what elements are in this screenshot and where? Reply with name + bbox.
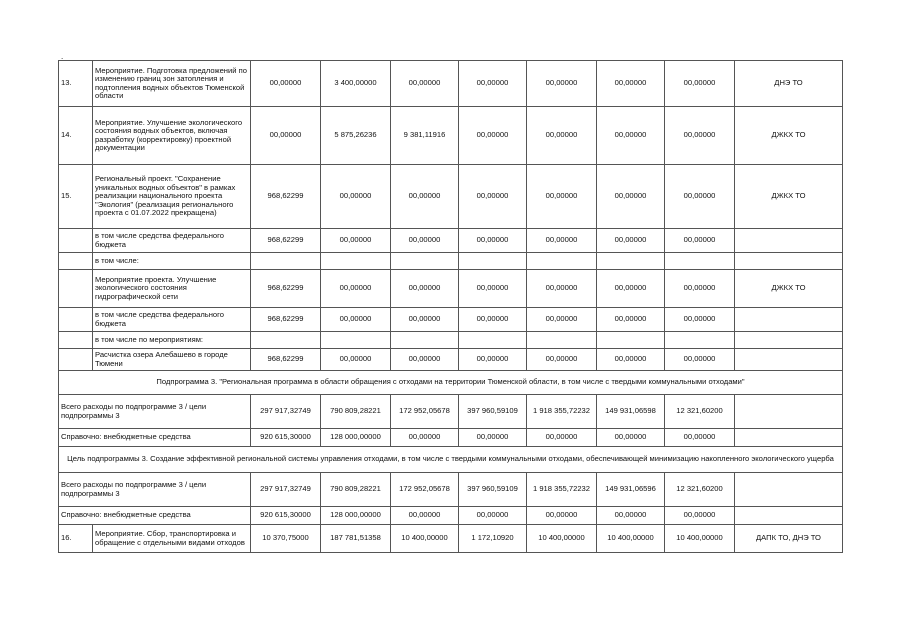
value-cell: 00,00000 bbox=[597, 308, 665, 332]
row-name: Мероприятие. Сбор, транспортировка и обращение с отдельными видами отходов bbox=[93, 525, 251, 553]
value-cell: 149 931,06596 bbox=[597, 473, 665, 507]
value-cell: 00,00000 bbox=[321, 270, 391, 308]
executor-cell bbox=[735, 429, 843, 447]
value-cell: 00,00000 bbox=[391, 308, 459, 332]
row-name: Региональный проект. "Сохранение уникальных водных объектов" в рамках реализации национального проекта "Экология" (реализация регионального проекта с 01.07.2022 прекращена) bbox=[93, 165, 251, 229]
executor-cell bbox=[735, 395, 843, 429]
value-cell: 3 400,00000 bbox=[321, 61, 391, 107]
executor-cell bbox=[735, 473, 843, 507]
executor-cell bbox=[735, 253, 843, 270]
value-cell: 920 615,30000 bbox=[251, 429, 321, 447]
value-cell: 00,00000 bbox=[527, 308, 597, 332]
value-cell: 00,00000 bbox=[459, 507, 527, 525]
value-cell bbox=[597, 253, 665, 270]
value-cell: 00,00000 bbox=[597, 107, 665, 165]
summary-row bbox=[59, 429, 843, 447]
value-cell: 920 615,30000 bbox=[251, 507, 321, 525]
row-name: Мероприятие. Подготовка предложений по изменению границ зон затопления и подтопления водных объектов Тюменской области bbox=[93, 61, 251, 107]
subprogram-header: Подпрограмма 3. "Региональная программа в области обращения с отходами на территории Тюменской области, в том числе с твердыми коммунальными отходами" bbox=[59, 371, 843, 395]
row-number: 16. bbox=[59, 525, 93, 553]
value-cell: 00,00000 bbox=[391, 165, 459, 229]
row-number bbox=[59, 253, 93, 270]
value-cell bbox=[665, 332, 735, 349]
executor-cell: ДЖКХ ТО bbox=[735, 107, 843, 165]
value-cell: 397 960,59109 bbox=[459, 395, 527, 429]
value-cell: 00,00000 bbox=[459, 308, 527, 332]
row-number bbox=[59, 349, 93, 371]
value-cell: 00,00000 bbox=[321, 349, 391, 371]
value-cell: 00,00000 bbox=[527, 165, 597, 229]
value-cell: 12 321,60200 bbox=[665, 395, 735, 429]
page-mark: . bbox=[61, 52, 64, 61]
value-cell: 00,00000 bbox=[527, 107, 597, 165]
row-name: в том числе средства федерального бюджета bbox=[93, 229, 251, 253]
value-cell bbox=[665, 253, 735, 270]
value-cell: 10 400,00000 bbox=[391, 525, 459, 553]
value-cell: 00,00000 bbox=[391, 229, 459, 253]
value-cell: 00,00000 bbox=[459, 165, 527, 229]
value-cell: 00,00000 bbox=[391, 429, 459, 447]
row-number: 14. bbox=[59, 107, 93, 165]
table-row bbox=[59, 525, 843, 553]
executor-cell bbox=[735, 332, 843, 349]
value-cell: 00,00000 bbox=[321, 308, 391, 332]
value-cell: 968,62299 bbox=[251, 229, 321, 253]
value-cell: 00,00000 bbox=[527, 349, 597, 371]
value-cell: 128 000,00000 bbox=[321, 429, 391, 447]
value-cell: 10 400,00000 bbox=[665, 525, 735, 553]
row-name: Мероприятие проекта. Улучшение экологического состояния гидрографической сети bbox=[93, 270, 251, 308]
summary-row bbox=[59, 473, 843, 507]
value-cell: 790 809,28221 bbox=[321, 473, 391, 507]
value-cell: 00,00000 bbox=[251, 107, 321, 165]
value-cell: 00,00000 bbox=[321, 165, 391, 229]
executor-cell: ДЖКХ ТО bbox=[735, 270, 843, 308]
row-number bbox=[59, 332, 93, 349]
value-cell: 00,00000 bbox=[459, 107, 527, 165]
value-cell: 172 952,05678 bbox=[391, 473, 459, 507]
value-cell: 00,00000 bbox=[665, 349, 735, 371]
table-row bbox=[59, 308, 843, 332]
value-cell: 128 000,00000 bbox=[321, 507, 391, 525]
value-cell: 12 321,60200 bbox=[665, 473, 735, 507]
executor-cell bbox=[735, 229, 843, 253]
value-cell: 00,00000 bbox=[597, 507, 665, 525]
summary-row bbox=[59, 507, 843, 525]
executor-cell: ДЖКХ ТО bbox=[735, 165, 843, 229]
budget-table bbox=[58, 60, 843, 553]
value-cell: 00,00000 bbox=[527, 429, 597, 447]
value-cell: 297 917,32749 bbox=[251, 473, 321, 507]
value-cell: 00,00000 bbox=[459, 61, 527, 107]
value-cell: 00,00000 bbox=[597, 270, 665, 308]
table-row bbox=[59, 229, 843, 253]
row-number: 15. bbox=[59, 165, 93, 229]
value-cell: 00,00000 bbox=[665, 107, 735, 165]
value-cell: 00,00000 bbox=[597, 61, 665, 107]
value-cell bbox=[321, 332, 391, 349]
value-cell: 00,00000 bbox=[459, 229, 527, 253]
value-cell: 968,62299 bbox=[251, 165, 321, 229]
value-cell: 00,00000 bbox=[459, 270, 527, 308]
value-cell: 00,00000 bbox=[391, 61, 459, 107]
subprogram-header: Цель подпрограммы 3. Создание эффективной региональной системы управления отходами, в том числе с твердыми коммунальными отходами, обеспечивающей минимизацию накопленного экологического ущерба bbox=[59, 447, 843, 473]
value-cell: 968,62299 bbox=[251, 349, 321, 371]
value-cell: 00,00000 bbox=[527, 507, 597, 525]
value-cell: 5 875,26236 bbox=[321, 107, 391, 165]
value-cell: 00,00000 bbox=[459, 429, 527, 447]
value-cell: 00,00000 bbox=[459, 349, 527, 371]
table-row bbox=[59, 349, 843, 371]
row-name: в том числе средства федерального бюджета bbox=[93, 308, 251, 332]
summary-label: Всего расходы по подпрограмме 3 / цели подпрограммы 3 bbox=[59, 395, 251, 429]
value-cell bbox=[251, 253, 321, 270]
table-row bbox=[59, 107, 843, 165]
value-cell: 1 172,10920 bbox=[459, 525, 527, 553]
table-row bbox=[59, 332, 843, 349]
subprogram-header-row bbox=[59, 371, 843, 395]
value-cell: 172 952,05678 bbox=[391, 395, 459, 429]
value-cell: 00,00000 bbox=[665, 308, 735, 332]
summary-row bbox=[59, 395, 843, 429]
executor-cell: ДНЭ ТО bbox=[735, 61, 843, 107]
row-number bbox=[59, 308, 93, 332]
value-cell: 00,00000 bbox=[391, 507, 459, 525]
value-cell: 968,62299 bbox=[251, 270, 321, 308]
value-cell bbox=[321, 253, 391, 270]
value-cell: 00,00000 bbox=[321, 229, 391, 253]
value-cell: 9 381,11916 bbox=[391, 107, 459, 165]
row-name: Мероприятие. Улучшение экологического состояния водных объектов, включая разработку (корректировку) проектной документации bbox=[93, 107, 251, 165]
value-cell: 149 931,06598 bbox=[597, 395, 665, 429]
value-cell bbox=[391, 332, 459, 349]
value-cell bbox=[527, 253, 597, 270]
value-cell: 00,00000 bbox=[665, 165, 735, 229]
row-number bbox=[59, 229, 93, 253]
value-cell: 187 781,51358 bbox=[321, 525, 391, 553]
value-cell: 10 400,00000 bbox=[597, 525, 665, 553]
row-name: в том числе по мероприятиям: bbox=[93, 332, 251, 349]
value-cell: 1 918 355,72232 bbox=[527, 473, 597, 507]
value-cell: 790 809,28221 bbox=[321, 395, 391, 429]
summary-label: Справочно: внебюджетные средства bbox=[59, 507, 251, 525]
value-cell: 00,00000 bbox=[597, 429, 665, 447]
value-cell: 00,00000 bbox=[665, 270, 735, 308]
value-cell bbox=[251, 332, 321, 349]
executor-cell bbox=[735, 349, 843, 371]
value-cell bbox=[527, 332, 597, 349]
value-cell: 00,00000 bbox=[391, 270, 459, 308]
row-name: в том числе: bbox=[93, 253, 251, 270]
subprogram-header-row bbox=[59, 447, 843, 473]
value-cell: 1 918 355,72232 bbox=[527, 395, 597, 429]
value-cell: 00,00000 bbox=[665, 229, 735, 253]
value-cell: 00,00000 bbox=[665, 507, 735, 525]
row-number bbox=[59, 270, 93, 308]
value-cell: 968,62299 bbox=[251, 308, 321, 332]
table-row bbox=[59, 165, 843, 229]
table-row bbox=[59, 61, 843, 107]
summary-label: Всего расходы по подпрограмме 3 / цели подпрограммы 3 bbox=[59, 473, 251, 507]
value-cell: 00,00000 bbox=[251, 61, 321, 107]
value-cell: 00,00000 bbox=[597, 229, 665, 253]
value-cell: 00,00000 bbox=[597, 165, 665, 229]
value-cell: 00,00000 bbox=[527, 61, 597, 107]
executor-cell bbox=[735, 308, 843, 332]
value-cell bbox=[597, 332, 665, 349]
value-cell: 00,00000 bbox=[665, 61, 735, 107]
table-row bbox=[59, 270, 843, 308]
executor-cell: ДАПК ТО, ДНЭ ТО bbox=[735, 525, 843, 553]
value-cell: 00,00000 bbox=[527, 229, 597, 253]
value-cell: 297 917,32749 bbox=[251, 395, 321, 429]
value-cell bbox=[459, 332, 527, 349]
executor-cell bbox=[735, 507, 843, 525]
row-name: Расчистка озера Алебашево в городе Тюмени bbox=[93, 349, 251, 371]
value-cell bbox=[459, 253, 527, 270]
summary-label: Справочно: внебюджетные средства bbox=[59, 429, 251, 447]
value-cell: 00,00000 bbox=[665, 429, 735, 447]
value-cell: 10 400,00000 bbox=[527, 525, 597, 553]
value-cell: 10 370,75000 bbox=[251, 525, 321, 553]
table-row bbox=[59, 253, 843, 270]
value-cell: 00,00000 bbox=[597, 349, 665, 371]
value-cell: 00,00000 bbox=[527, 270, 597, 308]
value-cell: 00,00000 bbox=[391, 349, 459, 371]
value-cell: 397 960,59109 bbox=[459, 473, 527, 507]
row-number: 13. bbox=[59, 61, 93, 107]
value-cell bbox=[391, 253, 459, 270]
